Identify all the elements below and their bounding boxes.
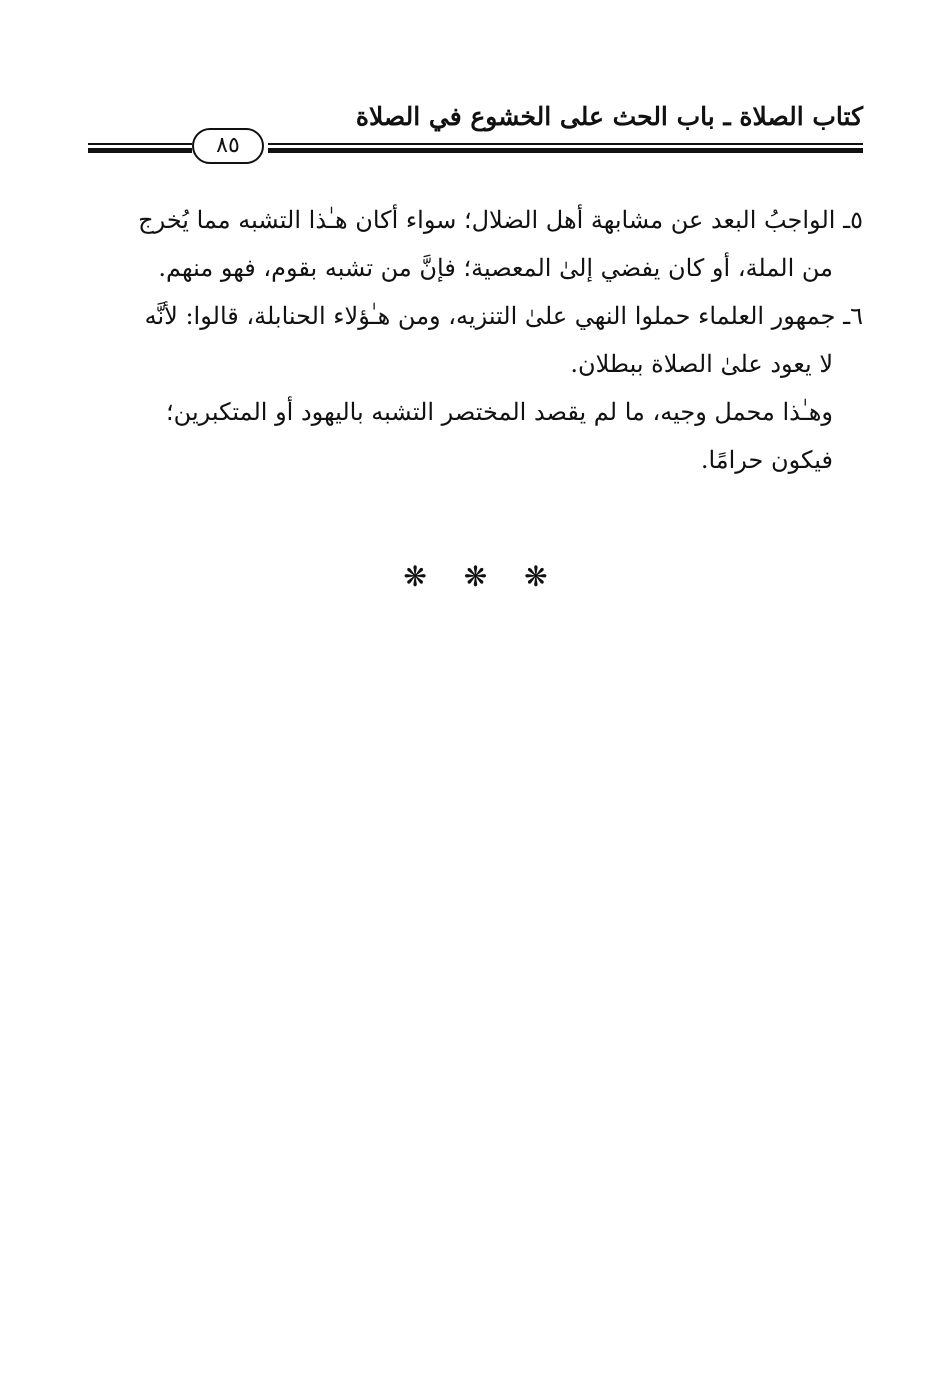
separator-star-icon: ❋ (524, 560, 548, 593)
list-item-6-line-2: لا يعود علىٰ الصلاة ببطلان. (570, 350, 833, 378)
running-title: كتاب الصلاة ـ باب الحث على الخشوع في الصلاة (355, 102, 863, 131)
page-number: ٨٥ (192, 128, 264, 164)
list-item-5-line-1: ٥ـ الواجبُ البعد عن مشابهة أهل الضلال؛ سواء أكان هـٰذا التشبه مما يُخرج (138, 206, 863, 234)
list-item-6-line-1: ٦ـ جمهور العلماء حملوا النهي علىٰ التنزيه، ومن هـٰؤلاء الحنابلة، قالوا: لأنَّه (144, 302, 863, 330)
list-item-5 (88, 196, 863, 292)
commentary-line-1: وهـٰذا محمل وجيه، ما لم يقصد المختصر التشبه باليهود أو المتكبرين؛ (166, 398, 833, 426)
list-item-6 (88, 292, 863, 388)
header-rule-right (268, 143, 863, 154)
page-body (88, 196, 863, 484)
commentary-line-2: فيكون حرامًا. (700, 446, 833, 474)
section-separator (0, 560, 951, 593)
commentary-paragraph (88, 388, 863, 484)
header-rule-left (88, 143, 192, 154)
separator-star-icon: ❋ (463, 560, 488, 593)
list-item-5-line-2: من الملة، أو كان يفضي إلىٰ المعصية؛ فإنَّ من تشبه بقوم، فهو منهم. (158, 254, 833, 282)
separator-star-icon: ❋ (403, 560, 427, 593)
